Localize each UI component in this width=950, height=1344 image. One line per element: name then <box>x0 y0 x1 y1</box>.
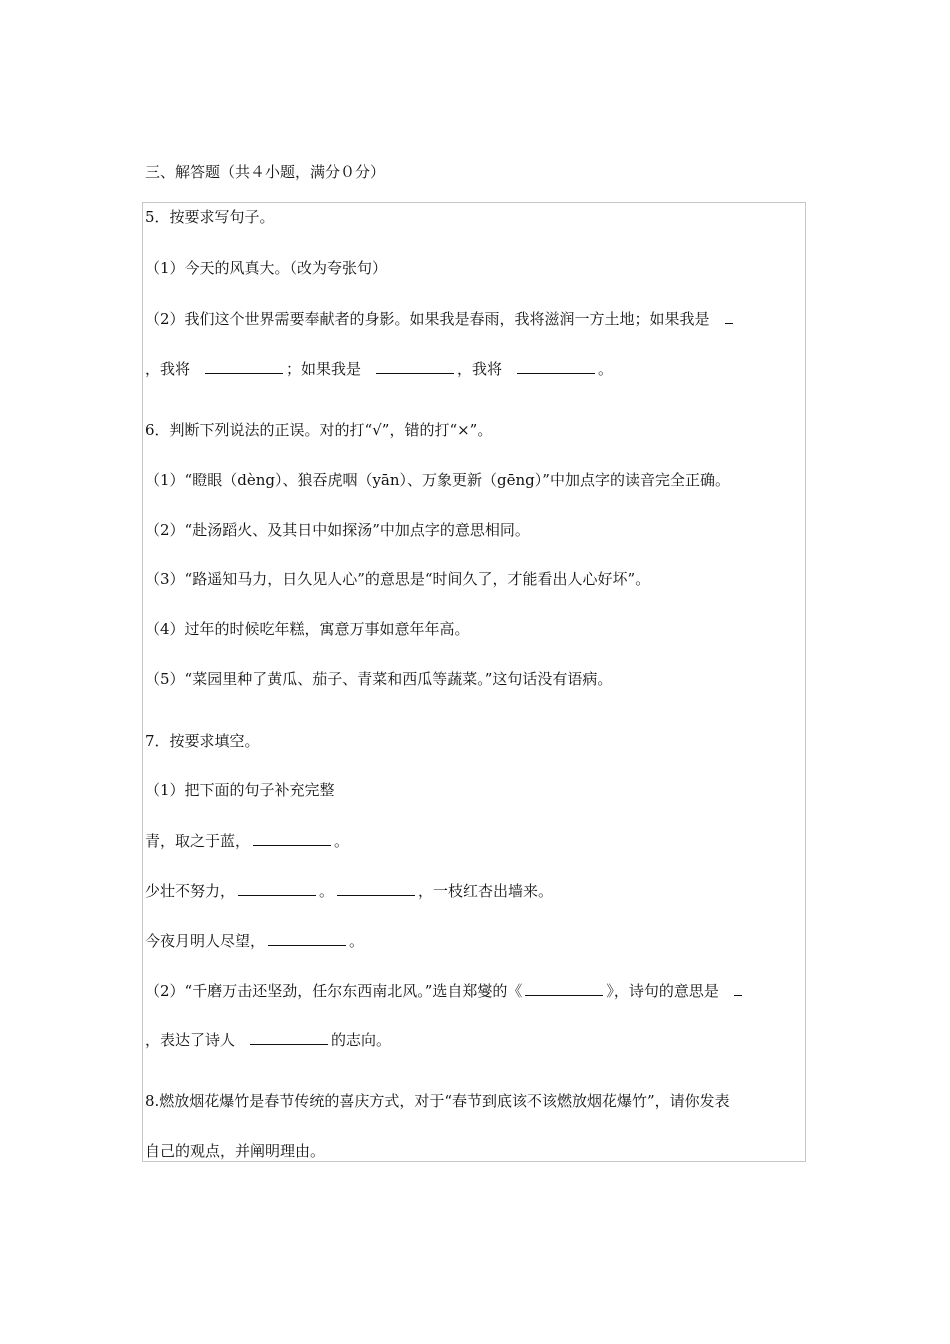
q5-text: ；如果我是 <box>286 360 362 378</box>
q7-text: ，一枝红杏出墙来。 <box>418 882 554 900</box>
q7-part2-line1 <box>145 980 745 1001</box>
q7-line3 <box>145 930 364 951</box>
answer-blank[interactable] <box>525 980 603 996</box>
q7-part1: （1）把下面的句子补充完整 <box>145 781 335 799</box>
q7-text: 。 <box>349 932 365 950</box>
answer-blank[interactable] <box>517 358 595 374</box>
q5-part1: （1）今天的风真大。（改为夸张句） <box>145 259 388 277</box>
section-title: 三、解答题（共４小题，满分０分） <box>145 163 386 181</box>
q8-line1: 8.燃放烟花爆竹是春节传统的喜庆方式，对于“春节到底该不该燃放烟花爆竹”，请你发表 <box>145 1092 730 1110</box>
q7-text: 。 <box>334 832 350 850</box>
answer-blank[interactable] <box>337 880 415 896</box>
answer-blank[interactable] <box>376 358 454 374</box>
q5-part2-line2 <box>145 358 613 379</box>
q7-line1 <box>145 830 349 851</box>
answer-blank[interactable] <box>250 1029 328 1045</box>
q5-part2-line1 <box>145 308 736 329</box>
q5-part2-text: （2）我们这个世界需要奉献者的身影。如果我是春雨，我将滋润一方土地；如果我是 <box>145 310 710 328</box>
q6-item-4: （4）过年的时候吃年糕，寓意万事如意年年高。 <box>145 620 470 638</box>
q7-text: 。 <box>319 882 335 900</box>
q7-text: 今夜月明人尽望， <box>145 932 266 950</box>
answer-blank[interactable] <box>734 980 742 996</box>
answer-blank[interactable] <box>268 930 346 946</box>
q5-text: 。 <box>598 360 614 378</box>
q7-line2 <box>145 880 553 901</box>
q7-text: （2）“千磨万击还坚劲，任尔东西南北风。”选自郑燮的《 <box>145 982 523 1000</box>
answer-blank[interactable] <box>205 358 283 374</box>
q6-item-3: （3）“路遥知马力，日久见人心”的意思是“时间久了，才能看出人心好坏”。 <box>145 570 651 588</box>
q6-item-5: （5）“菜园里种了黄瓜、茄子、青菜和西瓜等蔬菜。”这句话没有语病。 <box>145 670 613 688</box>
q7-text: 青，取之于蓝， <box>145 832 251 850</box>
answer-blank[interactable] <box>253 830 331 846</box>
answer-blank[interactable] <box>238 880 316 896</box>
q7-text: 》，诗句的意思是 <box>606 982 719 1000</box>
q7-part2-line2 <box>145 1029 391 1050</box>
q7-stem: 7．按要求填空。 <box>145 732 260 750</box>
q5-text: ，我将 <box>145 360 191 378</box>
answer-blank[interactable] <box>725 308 733 324</box>
q8-line2: 自己的观点，并阐明理由。 <box>145 1142 326 1160</box>
q6-stem: 6．判断下列说法的正误。对的打“√”，错的打“×”。 <box>145 421 493 439</box>
q7-text: 的志向。 <box>331 1031 392 1049</box>
q5-text: ，我将 <box>457 360 503 378</box>
q6-item-1: （1）“瞪眼（dèng）、狼吞虎咽（yān）、万象更新（gēng）”中加点字的读音完全正确。 <box>145 471 730 489</box>
q5-stem: 5．按要求写句子。 <box>145 208 275 226</box>
q6-item-2: （2）“赴汤蹈火、及其日中如探汤”中加点字的意思相同。 <box>145 521 530 539</box>
q7-text: 少壮不努力， <box>145 882 236 900</box>
q7-text: ，表达了诗人 <box>145 1031 236 1049</box>
